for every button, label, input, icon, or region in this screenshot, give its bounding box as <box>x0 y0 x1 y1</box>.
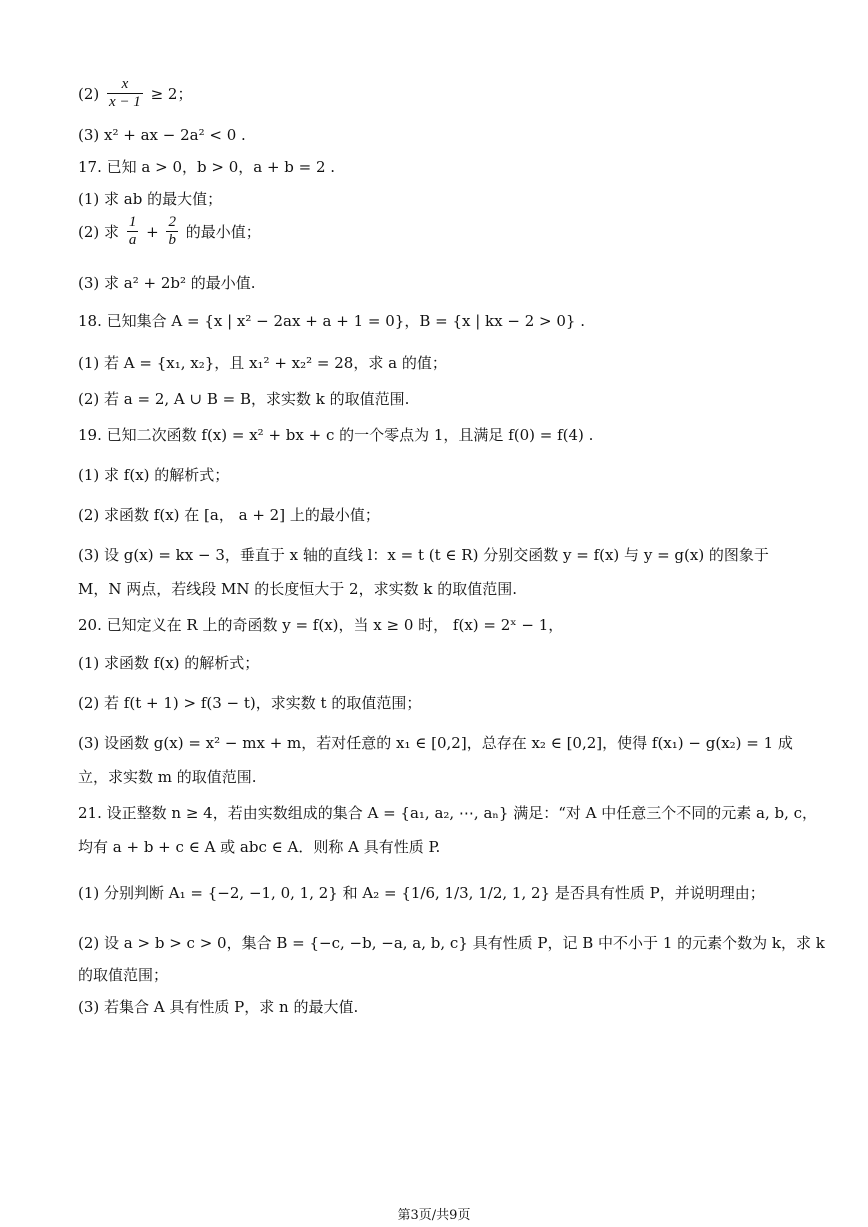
line-17-1: (1) 求 ab 的最大值； <box>78 190 223 208</box>
line-20-3-cont: 立，求实数 m 的取值范围. <box>78 768 257 786</box>
line-19-1: (1) 求 f(x) 的解析式； <box>78 466 230 484</box>
line-19-3-cont: M，N 两点，若线段 MN 的长度恒大于 2，求实数 k 的取值范围. <box>78 580 517 598</box>
line-20-1: (1) 求函数 f(x) 的解析式； <box>78 654 260 672</box>
item-label: (2) <box>78 84 100 103</box>
problem-18-stem: 18. 已知集合 A = {x | x² − 2ax + a + 1 = 0}，B = {x | kx − 2 > 0} . <box>78 312 585 330</box>
line-16-3: (3) x² + ax − 2a² < 0 . <box>78 126 246 144</box>
fraction: $\frac{x}{x - 1}$ <box>109 76 141 110</box>
page-footer: 第3页/共9页 <box>397 1208 471 1223</box>
inequality-tail: ≥ 2； <box>150 84 193 103</box>
line-21-1: (1) 分别判断 A₁ = {−2, −1, 0, 1, 2} 和 A₂ = {1/6, 1/3, 1/2, 1, 2} 是否具有性质 P，并说明理由； <box>78 884 765 902</box>
line-20-3: (3) 设函数 g(x) = x² − mx + m，若对任意的 x₁ ∈ [0,2]，总存在 x₂ ∈ [0,2]，使得 f(x₁) − g(x₂) = 1 成 <box>78 734 793 752</box>
line-18-1: (1) 若 A = {x₁, x₂}，且 x₁² + x₂² = 28，求 a 的值； <box>78 354 447 372</box>
problem-17-stem: 17. 已知 a > 0，b > 0，a + b = 2 . <box>78 158 336 176</box>
problem-20-stem: 20. 已知定义在 R 上的奇函数 y = f(x)，当 x ≥ 0 时， f(x) = 2ˣ − 1， <box>78 616 564 634</box>
line-20-2: (2) 若 f(t + 1) > f(3 − t)，求实数 t 的取值范围； <box>78 694 422 712</box>
line-18-2: (2) 若 a = 2, A ∪ B = B，求实数 k 的取值范围. <box>78 390 410 408</box>
fraction-1-over-a: $\frac{1}{a}$ <box>128 214 137 248</box>
line-21-3: (3) 若集合 A 具有性质 P，求 n 的最大值. <box>78 998 359 1016</box>
line-21-2-cont: 的取值范围； <box>78 966 169 984</box>
line-17-3: (3) 求 a² + 2b² 的最小值. <box>78 274 256 292</box>
line-21-2: (2) 设 a > b > c > 0，集合 B = {−c, −b, −a, a, b, c} 具有性质 P，记 B 中不小于 1 的元素个数为 k，求 k <box>78 934 825 952</box>
problem-21-stem: 21. 设正整数 n ≥ 4，若由实数组成的集合 A = {a₁, a₂, ⋯, aₙ} 满足：“对 A 中任意三个不同的元素 a, b, c， <box>78 804 818 822</box>
fraction-2-over-b: $\frac{2}{b}$ <box>168 214 176 248</box>
line-19-2: (2) 求函数 f(x) 在 [a， a + 2] 上的最小值； <box>78 506 380 524</box>
problem-19-stem: 19. 已知二次函数 f(x) = x² + bx + c 的一个零点为 1，且满足 f(0) = f(4) . <box>78 426 594 444</box>
line-17-2: (2) 求 $\frac{1}{a}$ + $\frac{2}{b}$ 的最小值； <box>78 214 261 248</box>
problem-21-stem-cont: 均有 a + b + c ∈ A 或 abc ∈ A．则称 A 具有性质 P. <box>78 838 441 856</box>
line-16-2 <box>78 76 192 116</box>
line-19-3: (3) 设 g(x) = kx − 3，垂直于 x 轴的直线 l：x = t (t ∈ R) 分别交函数 y = f(x) 与 y = g(x) 的图象于 <box>78 546 769 564</box>
